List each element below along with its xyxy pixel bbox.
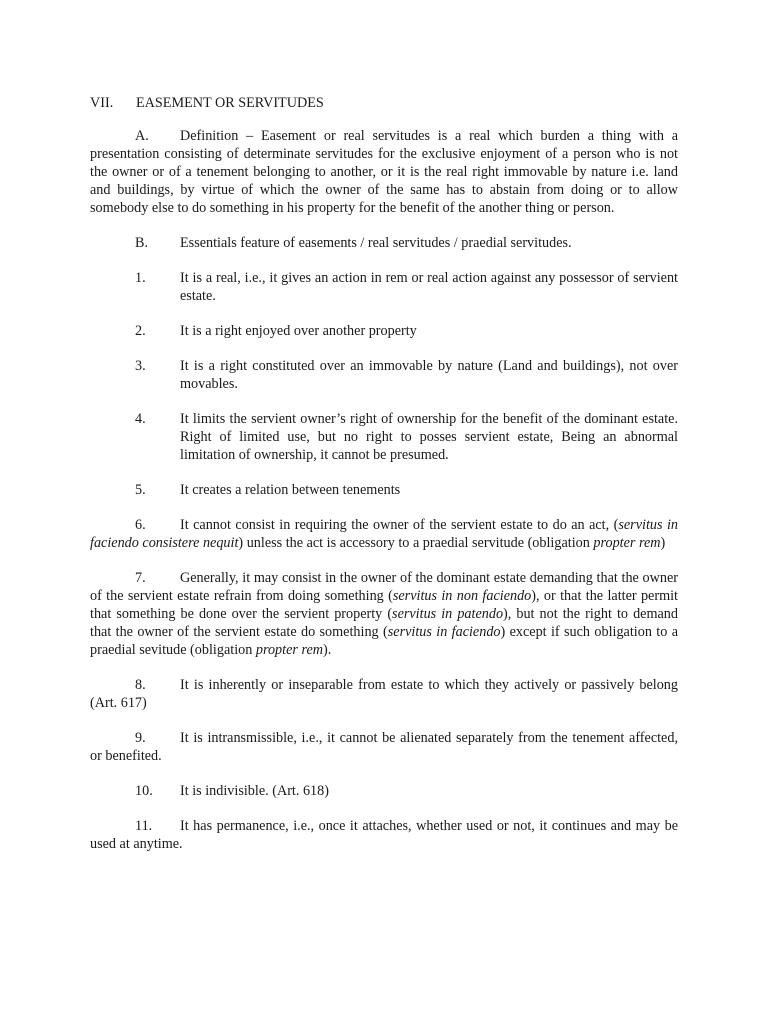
list-text — [180, 322, 678, 340]
text-run: It is indivisible. (Art. 618) — [180, 783, 329, 799]
list-item-3 — [90, 357, 678, 393]
text-run: It cannot consist in requiring the owner of the servient estate to do an act, ( — [180, 517, 619, 533]
latin-term: servitus in faciendo consistere nequit — [90, 517, 678, 551]
text-run: Essentials feature of easements / real servitudes / praedial servitudes. — [180, 235, 572, 251]
paragraph-b — [90, 234, 678, 252]
latin-term: servitus in patendo — [392, 606, 504, 622]
list-item-9 — [90, 729, 678, 765]
list-text — [180, 481, 678, 499]
list-item-8 — [90, 676, 678, 712]
list-item-11 — [90, 817, 678, 853]
list-item-1 — [90, 269, 678, 305]
section-number: VII. — [90, 95, 114, 111]
text-run: It is inherently or inseparable from estate to which they actively or passively belong (Art. 617) — [90, 677, 678, 711]
text-run: Generally, it may consist in the owner of the dominant estate demanding that the owner of the servient estate refrain from doing something ( — [90, 570, 678, 604]
list-number: 7. — [135, 570, 146, 586]
list-number: 1. — [135, 270, 146, 286]
latin-term: propter rem — [593, 535, 661, 551]
section-title: EASEMENT OR SERVITUDES — [136, 95, 324, 111]
list-number: 11. — [135, 818, 153, 834]
section-heading — [90, 94, 678, 112]
list-number: 8. — [135, 677, 146, 693]
text-run: ) except if such obligation to a praedial sevitude (obligation — [90, 624, 678, 658]
text-run: It has permanence, i.e., once it attaches, whether used or not, it continues and may be used at anytime. — [90, 818, 678, 852]
text-run: It is a right constituted over an immovable by nature (Land and buildings), not over movables. — [180, 358, 678, 392]
list-number: 2. — [135, 323, 146, 339]
text-run: ) — [660, 535, 666, 551]
text-run: It creates a relation between tenements — [180, 482, 401, 498]
list-text — [180, 410, 678, 464]
text-run: ) unless the act is accessory to a praedial servitude (obligation — [238, 535, 594, 551]
list-item-4 — [90, 410, 678, 464]
paragraph-text — [180, 234, 678, 252]
list-item-7 — [90, 569, 678, 659]
latin-term: servitus in non faciendo — [392, 588, 532, 604]
text-run: ), or that the latter permit that something be done over the servient property ( — [90, 588, 679, 622]
text-run: It is a right enjoyed over another property — [180, 323, 417, 339]
document-body — [90, 94, 678, 870]
text-run: It is intransmissible, i.e., it cannot be alienated separately from the tenement affected, or benefited. — [90, 730, 678, 764]
text-run: ), but not the right to demand that the owner of the servient estate do something ( — [90, 606, 678, 640]
list-item-10 — [90, 782, 678, 800]
list-item-5 — [90, 481, 678, 499]
list-number: 10. — [135, 783, 153, 799]
list-number: 3. — [135, 358, 146, 374]
text-run: It limits the servient owner’s right of ownership for the benefit of the dominant estate. Right of limited use, but no right to posses servient estate, Being an abnormal limitation of ownership, it cannot be presumed. — [180, 411, 678, 463]
list-number: 4. — [135, 411, 146, 427]
list-number: 5. — [135, 482, 146, 498]
list-number: 9. — [135, 730, 146, 746]
list-item-6 — [90, 516, 678, 552]
list-text — [180, 269, 678, 305]
paragraph-a — [90, 127, 678, 217]
list-number: 6. — [135, 517, 146, 533]
text-run: It is a real, i.e., it gives an action in rem or real action against any possessor of servient estate. — [180, 270, 678, 304]
text-run: ). — [323, 642, 332, 658]
latin-term: propter rem — [255, 642, 323, 658]
paragraph-label: A. — [135, 128, 149, 144]
list-text — [180, 357, 678, 393]
list-item-2 — [90, 322, 678, 340]
latin-term: servitus in faciendo — [387, 624, 501, 640]
text-run: Definition – Easement or real servitudes is a real which burden a thing with a presentation consisting of determinate servitudes for the exclusive enjoyment of a person who is not the owner or of a tenement belonging to another, or it is the real right immovable by nature i.e. land and buildings, by virtue of which the owner of the same has to abstain from doing or to allow somebody else to do something in his property for the benefit of the another thing or person. — [90, 128, 678, 216]
paragraph-label: B. — [135, 235, 149, 251]
